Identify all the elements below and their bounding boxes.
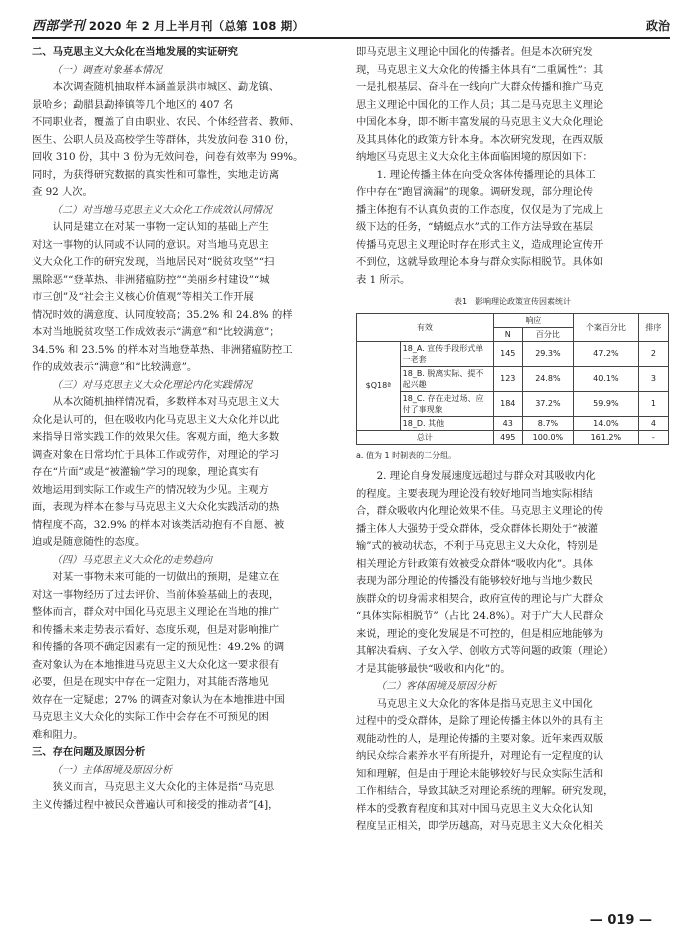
cell-pct: 24.8% xyxy=(522,366,573,391)
table-footnote: a. 值为 1 时制表的二分组。 xyxy=(356,450,457,460)
text-line: 传播马克思主义理论时存在形式主义，造成理论宣传开 xyxy=(356,238,604,251)
text-line: 其解决看病、子女入学、创收方式等问题的政策（理论） xyxy=(356,645,614,657)
text-line: 1. 理论传播主体在向受众客体传播理论的具体工 xyxy=(376,168,596,181)
text-line: 知和理解，但是由于理论未能够较好与民众实际生活和 xyxy=(356,767,604,780)
text-line: 认同是建立在对某一事物一定认知的基础上产生 xyxy=(52,221,269,233)
text-line: 景哈乡；勐腊县勐捧镇等几个地区的 407 名 xyxy=(32,98,234,111)
text-line: 观能动性的人，是理论传播的主要对象。近年来西双版 xyxy=(356,732,604,745)
text-line: 面，表现为样本在参与马克思主义大众化实践活动的热 xyxy=(32,501,280,513)
text-line: 播主体抱有不认真负责的工作态度，仅仅是为了完成上 xyxy=(356,203,604,216)
table-row xyxy=(357,341,669,366)
text-line: 查 92 人次。 xyxy=(32,186,93,198)
left-column xyxy=(32,44,334,814)
cell-rank: 4 xyxy=(638,416,668,430)
cell-rank: 3 xyxy=(638,366,668,391)
text-line: 来说，理论的变化发展是不可控的，但是相应地能够为 xyxy=(356,627,604,640)
cell-label: 18_D. 其他 xyxy=(400,416,493,430)
text-line: 即马克思主义理论中国化的传播者。但是本次研究发 xyxy=(356,46,593,58)
subsection-heading: （一）调查对象基本情况 xyxy=(52,64,162,76)
total-rank: - xyxy=(638,430,668,444)
text-line: 存在“片面”或是“被灌输”学习的现象，理论真实有 xyxy=(32,466,259,478)
text-line: 2. 理论自身发展速度远超过与群众对其吸收内化 xyxy=(376,470,596,482)
text-line: 本对当地脱贫攻坚工作成效表示“满意”和“比较满意”； xyxy=(32,326,280,338)
text-line: 来指导日常实践工作的效果欠佳。客观方面，绝大多数 xyxy=(32,431,280,443)
cell-case-pct: 14.0% xyxy=(573,416,638,430)
subsection-heading: （二）客体困境及原因分析 xyxy=(376,681,496,692)
text-line: 情程度不高，32.9% 的样本对该类活动抱有不自愿、被 xyxy=(32,518,285,531)
total-n: 495 xyxy=(493,430,522,444)
cell-case-pct: 40.1% xyxy=(573,366,638,391)
cell-rank: 1 xyxy=(638,391,668,416)
header-case-pct: 个案百分比 xyxy=(573,313,638,341)
text-line: 程度呈正相关，即学历越高，对马克思主义大众化相关 xyxy=(356,820,604,832)
cell-label: 18_B. 脱离实际、提不起兴趣 xyxy=(400,366,493,391)
text-line: 一是扎根基层、奋斗在一线向广大群众传播和推广马克 xyxy=(356,81,604,93)
cell-label: 18_C. 存在走过场、应付了事现象 xyxy=(400,391,493,416)
text-line: 义大众化工作的研究发现，当地居民对“脱贫攻坚”“扫 xyxy=(32,256,275,268)
subsection-heading: （二）对当地马克思主义大众化工作成效认同情况 xyxy=(52,204,272,216)
total-label: 总计 xyxy=(357,430,494,444)
right-column-bottom xyxy=(356,468,669,836)
text-line: 狭义而言，马克思主义大众化的主体是指“马克思 xyxy=(52,781,275,793)
text-line: 表 1 所示。 xyxy=(356,273,411,286)
text-line: 不到位，这就导致理论本身与群众实际相脱节。具体如 xyxy=(356,256,604,268)
cell-pct: 37.2% xyxy=(522,391,573,416)
text-line: 纳民众综合素养水平有所提升，对理论有一定程度的认 xyxy=(356,750,604,762)
section-heading: 三、存在问题及原因分析 xyxy=(32,746,146,758)
page-number: — 019 — xyxy=(589,913,652,928)
text-line: 同时，为获得研究数据的真实性和可靠性，实地走访离 xyxy=(32,168,280,181)
text-line: 中国化本身，即不断丰富发展的马克思主义大众化理论 xyxy=(356,116,604,128)
text-line: 必要，但是在现实中存在一定阻力，对其能否落地见 xyxy=(32,676,269,688)
text-line: 回收 310 份，其中 3 份为无效问卷，问卷有效率为 99%。 xyxy=(32,151,304,163)
cell-n: 145 xyxy=(493,341,522,366)
text-line: 相关理论方针政策有效被受众群体“吸收内化”。具体 xyxy=(356,557,594,570)
running-header xyxy=(32,12,670,39)
cell-n: 123 xyxy=(493,366,522,391)
table-body xyxy=(357,341,669,430)
text-line: 对某一事物未来可能的一切做出的预期，是建立在 xyxy=(52,571,280,583)
text-line: 34.5% 和 23.5% 的样本对当地登革热、非洲猪瘟防控工 xyxy=(32,343,293,356)
text-line: 现，马克思主义大众化的传播主体具有“二重属性”：其 xyxy=(356,63,604,76)
issue-info: 2020 年 2 月上半月刊（总第 108 期） xyxy=(88,19,305,33)
text-line: 效存在一定疑虑；27% 的调查对象认为在本地推进中国 xyxy=(32,693,285,706)
table-title: 表1 影响理论政策宣传因素统计 xyxy=(453,297,572,306)
text-line: “具体实际相脱节”（占比 24.8%）。对于广大人民群众 xyxy=(356,610,604,622)
text-line: 市三创”及“社会主义核心价值观”等相关工作开展 xyxy=(32,291,254,303)
text-line: 工作相结合，导致其缺乏对理论系统的理解。研究发现， xyxy=(356,785,614,797)
text-line: 效地运用到实际工作或生产的情况较为少见。主观方 xyxy=(32,483,269,496)
subsection-heading: （一）主体困境及原因分析 xyxy=(52,764,172,776)
table-row xyxy=(357,366,669,391)
cell-pct: 8.7% xyxy=(522,416,573,430)
text-line: 思主义理论中国化的工作人员；其二是马克思主义理论 xyxy=(356,98,604,111)
text-line: 样本的受教育程度和其对中国马克思主义大众化认知 xyxy=(356,802,593,815)
header-valid: 有效 xyxy=(357,313,494,341)
subsection-heading: （四）马克思主义大众化的走势趋向 xyxy=(52,554,212,566)
cell-label: 18_A. 宣传手段形式单一老套 xyxy=(400,341,493,366)
text-line: 表现为部分理论的传播没有能够较好地与当地少数民 xyxy=(356,575,593,587)
text-line: 黑除恶”“登革热、非洲猪瘟防控”“美丽乡村建设”“城 xyxy=(32,273,270,286)
cell-rank: 2 xyxy=(638,341,668,366)
text-line: 合，群众吸收内化理论效果不佳。马克思主义理论的传 xyxy=(356,505,604,517)
text-line: 输”式的被动状态，不利于马克思主义大众化，特别是 xyxy=(356,540,599,552)
right-column-top xyxy=(356,44,669,289)
total-pct: 100.0% xyxy=(522,430,573,444)
text-line: 对这一事物的认同或不认同的意识。对当地马克思主 xyxy=(32,238,269,251)
cell-n: 184 xyxy=(493,391,522,416)
text-line: 及其具体化的政策方针本身。本次研究发现，在西双版 xyxy=(356,133,604,146)
text-line: 才是其能够最快“吸收和内化”的。 xyxy=(356,662,511,675)
journal-logo: 西部学刊 xyxy=(32,19,85,34)
subsection-heading: （三）对马克思主义大众化理论内化实践情况 xyxy=(52,379,252,391)
journal-info xyxy=(32,15,304,34)
text-line: 和传播未来走势表示看好、态度乐观，但是对影响推广 xyxy=(32,623,280,636)
text-line: 从本次随机抽样情况看，多数样本对马克思主义大 xyxy=(52,396,280,408)
text-line: 的程度。主要表现为理论没有较好地同当地实际相结 xyxy=(356,487,593,500)
text-line: 过程中的受众群体，是除了理论传播主体以外的具有主 xyxy=(356,715,604,727)
text-line: 作中存在“跑冒滴漏”的现象。调研发现，部分理论传 xyxy=(356,186,594,198)
text-line: 主义传播过程中被民众普遍认可和接受的推动者”[4]， xyxy=(32,798,279,811)
data-table xyxy=(356,313,669,445)
cell-n: 43 xyxy=(493,416,522,430)
text-line: 查对象认为在本地推进马克思主义大众化这一要求很有 xyxy=(32,658,280,671)
total-case-pct: 161.2% xyxy=(573,430,638,444)
header-rank: 排序 xyxy=(638,313,668,341)
text-line: 马克思主义大众化的实际工作中会存在不可预见的困 xyxy=(32,711,269,723)
text-line: 情况时效的满意度、认同度较高；35.2% 和 24.8% 的样 xyxy=(32,308,293,321)
cell-case-pct: 59.9% xyxy=(573,391,638,416)
text-line: 整体而言，群众对中国化马克思主义理论在当地的推广 xyxy=(32,606,280,618)
text-line: 对这一事物经历了过去评价、当前体验基础上的表现， xyxy=(32,588,280,601)
section-heading: 二、马克思主义大众化在当地发展的实证研究 xyxy=(32,46,238,58)
text-line: 难和阻力。 xyxy=(32,728,84,741)
table-row xyxy=(357,416,669,430)
header-pct: 百分比 xyxy=(522,327,573,341)
text-line: 本次调查随机抽取样本涵盖景洪市城区、勐龙镇、 xyxy=(52,81,280,93)
text-line: 马克思主义大众化的客体是指马克思主义中国化 xyxy=(376,697,593,710)
text-line: 不同职业者，覆盖了自由职业、农民、个体经营者、教师、 xyxy=(32,116,300,128)
cell-case-pct: 47.2% xyxy=(573,341,638,366)
cell-pct: 29.3% xyxy=(522,341,573,366)
header-response: 响应 xyxy=(493,313,573,327)
text-line: 播主体人大强势于受众群体，受众群体长期处于“被灌 xyxy=(356,522,599,535)
text-line: 作的成效表示“满意”和“比较满意”。 xyxy=(32,361,198,373)
text-line: 和传播的各项不确定因素有一定的预见性：49.2% 的调 xyxy=(32,641,285,653)
text-line: 调查对象在日常均忙于具体工作或劳作，对理论的学习 xyxy=(32,448,280,461)
table-row xyxy=(357,391,669,416)
header-n: N xyxy=(493,327,522,341)
text-line: 级下达的任务，“蜻蜓点水”式的工作方法导致在基层 xyxy=(356,221,594,233)
text-line: 族群众的切身需求相契合，政府宣传的理论与广大群众 xyxy=(356,592,604,605)
group-label: $Q18ª xyxy=(357,341,401,430)
text-line: 纳地区马克思主义大众化主体面临困境的原因如下： xyxy=(356,151,593,163)
right-column xyxy=(356,44,669,836)
text-line: 医生、公职人员及高校学生等群体，共发放问卷 310 份， xyxy=(32,133,296,146)
text-line: 迫或是随意随性的态度。 xyxy=(32,536,146,548)
section-name: 政治 xyxy=(645,19,670,33)
text-line: 众化是认可的，但在吸收内化马克思主义大众化并以此 xyxy=(32,413,280,426)
